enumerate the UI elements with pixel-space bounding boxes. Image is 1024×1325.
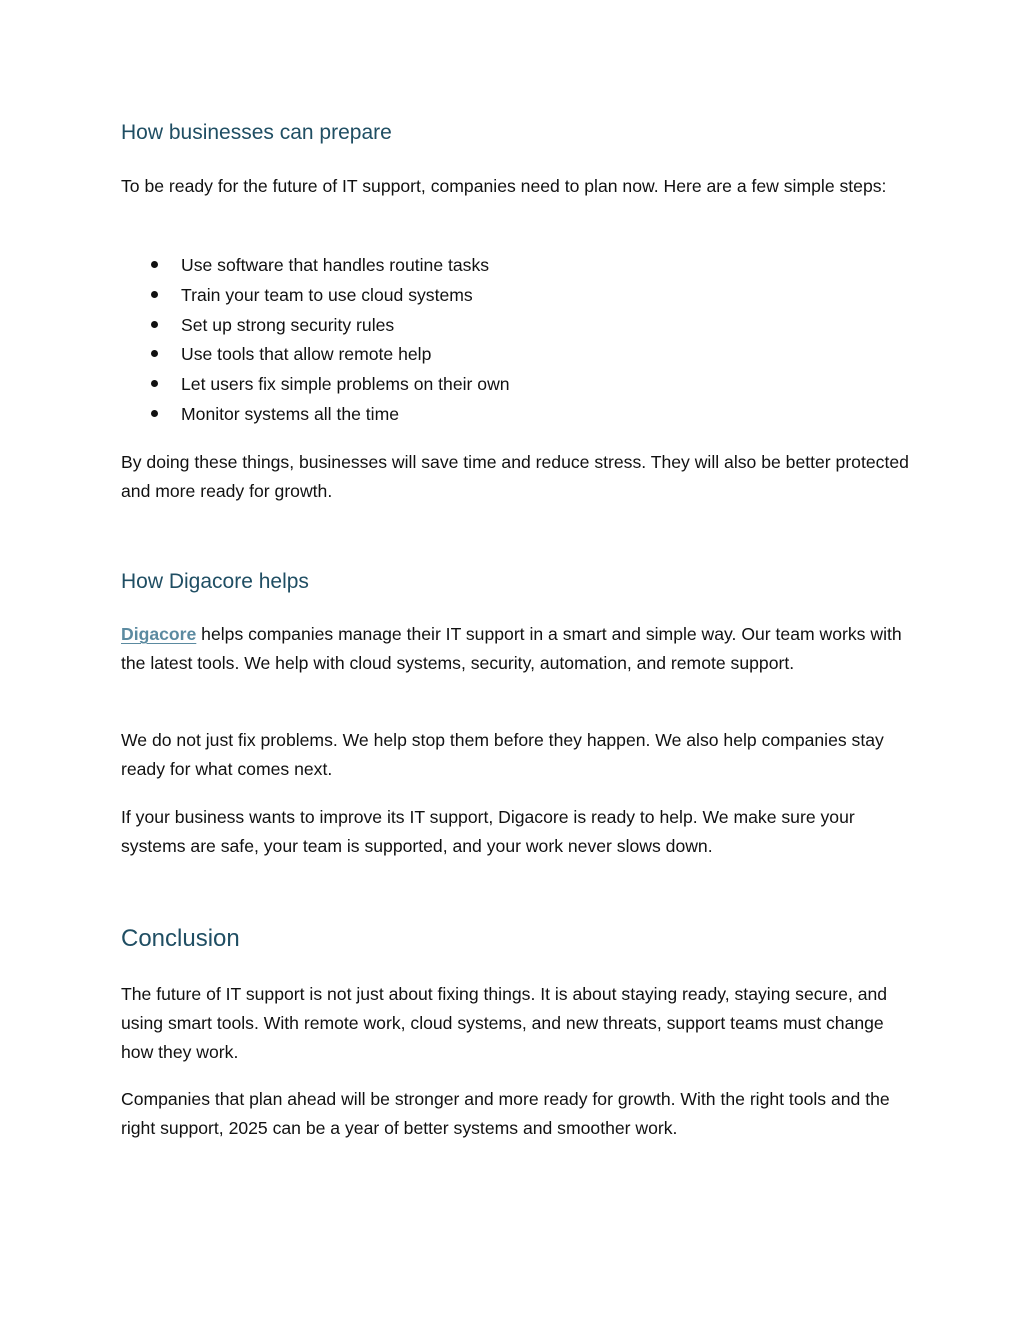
bullet-icon [151,291,158,298]
list-item-text: Use tools that allow remote help [181,344,432,365]
list-item [121,370,510,400]
paragraph-digacore-offer: If your business wants to improve its IT support, Digacore is ready to help. We make sure your systems are safe, your team is supported, and your work never slows down. [121,807,855,856]
heading-conclusion: Conclusion [121,925,240,952]
list-item-text: Train your team to use cloud systems [181,284,473,305]
list-item-text: Set up strong security rules [181,314,395,335]
list-item [121,251,510,281]
list-item [121,340,510,370]
paragraph-prepare-outro: By doing these things, businesses will save time and reduce stress. They will also be better protected and more ready for growth. [121,452,909,501]
bullet-icon [151,261,158,268]
list-item [121,311,510,341]
digacore-link[interactable]: Digacore [121,624,197,644]
bullet-icon [151,321,158,328]
steps-list [121,251,510,430]
paragraph-conclusion-1: The future of IT support is not just about fixing things. It is about staying ready, staying secure, and using smart tools. With remote work, cloud systems, and new threats, support teams must change how they work. [121,984,888,1062]
list-item [121,281,510,311]
list-item-text: Monitor systems all the time [181,403,400,424]
list-item [121,400,510,430]
paragraph-digacore-intro-text: helps companies manage their IT support in a smart and simple way. Our team works with the latest tools. We help with cloud systems, security, automation, and remote support. [121,624,902,673]
paragraph-digacore-prevention: We do not just fix problems. We help stop them before they happen. We also help companies stay ready for what comes next. [121,730,884,779]
bullet-icon [151,410,158,417]
paragraph-conclusion-2: Companies that plan ahead will be stronger and more ready for growth. With the right tools and the right support, 2025 can be a year of better systems and smoother work. [121,1089,890,1138]
paragraph-digacore-intro [121,620,911,678]
heading-how-businesses-can-prepare: How businesses can prepare [121,121,392,144]
list-item-text: Use software that handles routine tasks [181,255,490,275]
bullet-icon [151,380,158,387]
heading-how-digacore-helps: How Digacore helps [121,570,309,593]
list-item-text: Let users fix simple problems on their own [181,374,510,395]
bullet-icon [151,350,158,357]
paragraph-prepare-intro: To be ready for the future of IT support, companies need to plan now. Here are a few simple steps: [121,176,887,196]
